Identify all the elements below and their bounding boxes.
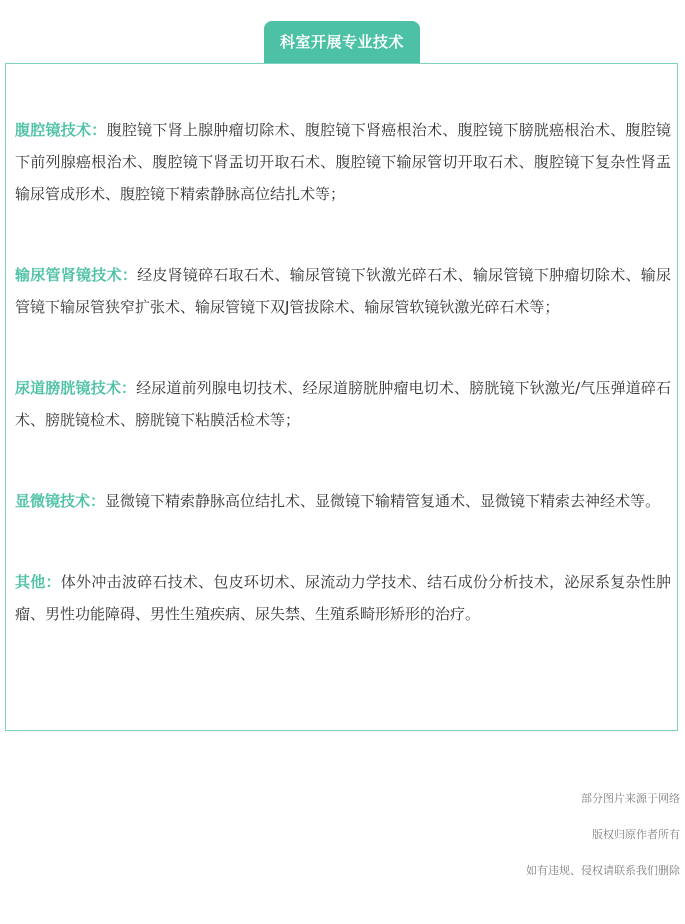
section-text: 经皮肾镜碎石取石术、输尿管镜下钬激光碎石术、输尿管镜下肿瘤切除术、输尿管镜下输尿管狭窄扩张术、输尿管镜下双J管拔除术、输尿管软镜钬激光碎石术等； <box>15 266 671 316</box>
section-heading: 尿道膀胱镜技术： <box>15 379 137 397</box>
section-heading: 显微镜技术： <box>15 492 106 510</box>
technique-section-microscopy <box>15 485 671 517</box>
footer-line-image-source: 部分图片来源于网络 <box>581 792 680 805</box>
footer-line-copyright: 版权归原作者所有 <box>592 828 680 841</box>
technique-section-ureteroscopy <box>15 259 671 323</box>
technique-section-laparoscopy <box>15 114 671 210</box>
technique-list <box>15 114 671 630</box>
section-heading: 其他： <box>15 573 61 591</box>
section-text: 体外冲击波碎石技术、包皮环切术、尿流动力学技术、结石成份分析技术，泌尿系复杂性肿瘤、男性功能障碍、男性生殖疾病、尿失禁、生殖系畸形矫形的治疗。 <box>15 573 671 623</box>
technique-section-other <box>15 566 671 630</box>
section-text: 腹腔镜下肾上腺肿瘤切除术、腹腔镜下肾癌根治术、腹腔镜下膀胱癌根治术、腹腔镜下前列腺癌根治术、腹腔镜下肾盂切开取石术、腹腔镜下输尿管切开取石术、腹腔镜下复杂性肾盂输尿管成形术、腹腔镜下精索静脉高位结扎术等； <box>15 121 671 203</box>
technique-section-cystoscopy <box>15 372 671 436</box>
section-heading: 输尿管肾镜技术： <box>15 266 138 284</box>
section-title-tab: 科室开展专业技术 <box>264 21 420 63</box>
section-heading: 腹腔镜技术： <box>15 121 107 139</box>
section-text: 经尿道前列腺电切技术、经尿道膀胱肿瘤电切术、膀胱镜下钬激光/气压弹道碎石术、膀胱镜检术、膀胱镜下粘膜活检术等； <box>15 379 671 429</box>
section-text: 显微镜下精索静脉高位结扎术、显微镜下输精管复通术、显微镜下精索去神经术等。 <box>105 492 661 510</box>
footer-line-contact: 如有违规、侵权请联系我们删除 <box>526 864 680 877</box>
copyright-footer <box>280 786 680 894</box>
